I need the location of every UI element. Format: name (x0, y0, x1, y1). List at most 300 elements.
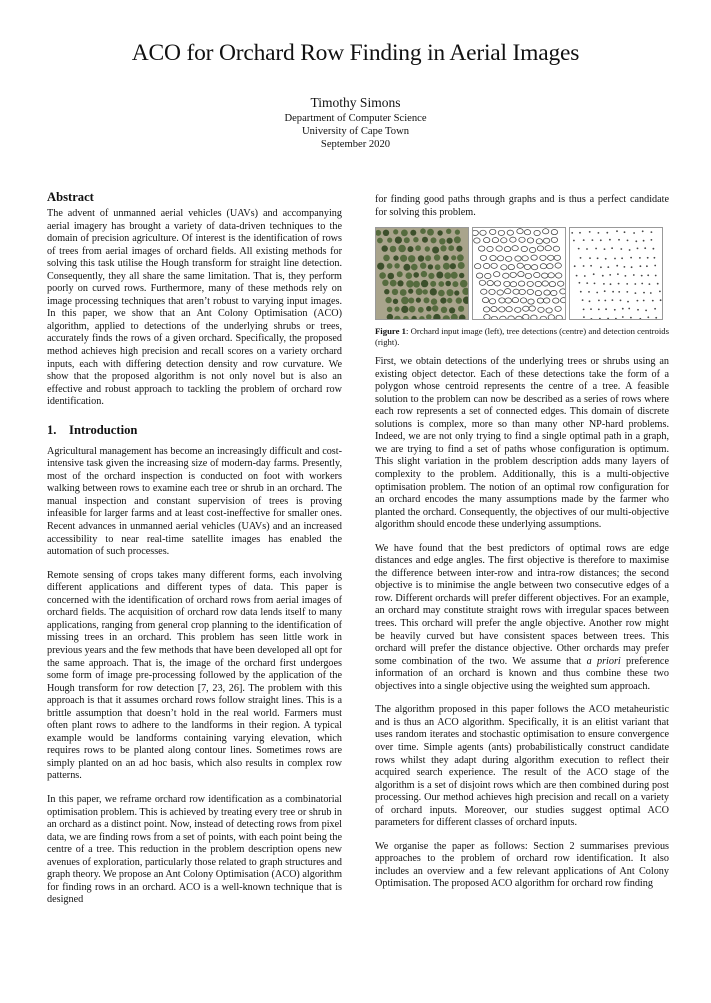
affiliation-date: September 2020 (320, 139, 391, 150)
tree-canopy (383, 255, 390, 262)
tree-centroid (610, 283, 612, 285)
tree-detection-polygon (545, 246, 551, 251)
tree-canopy (451, 272, 458, 279)
tree-canopy (432, 305, 438, 311)
tree-canopy (411, 264, 418, 271)
tree-canopy (387, 238, 392, 243)
tree-centroid (647, 316, 649, 318)
tree-canopy (437, 230, 442, 235)
tree-detection-polygon (546, 308, 552, 313)
tree-canopy (413, 281, 420, 288)
tree-centroid (618, 283, 620, 285)
tree-centroid (622, 316, 624, 318)
tree-centroid (646, 265, 648, 267)
tree-detection-polygon (497, 256, 503, 261)
tree-centroid (628, 308, 630, 310)
tree-detection-polygon (529, 306, 535, 311)
tree-centroid (657, 283, 659, 285)
detection-centroids-image (569, 227, 663, 320)
tree-canopy (385, 297, 391, 303)
tree-canopy (388, 273, 395, 280)
tree-canopy (418, 307, 424, 313)
tree-centroid (643, 240, 645, 242)
tree-centroid (588, 291, 590, 293)
tree-centroid (625, 275, 627, 277)
tree-centroid (605, 258, 607, 260)
tree-detection-polygon (505, 289, 511, 294)
tree-canopy (448, 245, 454, 251)
tree-detection-polygon (485, 273, 491, 278)
tree-centroid (631, 266, 633, 268)
tree-detection-polygon (542, 281, 548, 286)
tree-canopy (439, 238, 445, 244)
tree-detection-outlines (473, 228, 566, 320)
tree-canopy (427, 229, 434, 236)
tree-canopy (457, 254, 464, 261)
tree-centroid (640, 265, 642, 267)
tree-centroid (647, 257, 649, 259)
tree-canopy (392, 289, 398, 295)
intro-continued-paragraph: for finding good paths through graphs and is thus a perfect candidate for solving this problem. (375, 194, 669, 218)
tree-centroid (597, 257, 599, 259)
tree-detection-polygon (512, 298, 518, 303)
tree-centroid (635, 240, 637, 242)
tree-centroid (594, 283, 596, 285)
tree-detection-polygon (480, 230, 486, 235)
tree-centroid (586, 248, 588, 250)
tree-canopy (387, 263, 393, 269)
tree-detection-polygon (506, 256, 512, 261)
tree-canopy (432, 247, 439, 254)
tree-detection-polygon (537, 246, 543, 251)
tree-detection-polygon (551, 230, 557, 235)
tree-canopy (408, 289, 413, 294)
tree-canopy (420, 228, 426, 234)
tree-canopy (459, 273, 464, 278)
tree-canopy (413, 237, 418, 242)
tree-centroid (600, 239, 602, 241)
right-column (375, 194, 669, 891)
tree-canopy (425, 255, 431, 261)
tree-canopy (455, 230, 460, 235)
tree-detections-image (472, 227, 566, 320)
tree-canopy (382, 245, 388, 251)
tree-centroid (654, 308, 656, 310)
tree-detection-polygon (560, 289, 566, 294)
tree-detection-polygon (494, 272, 500, 277)
tree-centroid (626, 291, 628, 293)
tree-detection-polygon (548, 273, 554, 278)
tree-detection-polygon (510, 272, 516, 277)
tree-canopy (400, 289, 407, 296)
tree-canopy (456, 246, 462, 252)
tree-centroid (617, 273, 619, 275)
tree-detection-polygon (548, 255, 554, 260)
tree-centroid (634, 283, 636, 285)
tree-canopy (384, 289, 389, 294)
tree-canopy (400, 255, 407, 262)
tree-centroid (612, 291, 614, 293)
tree-centroid (583, 265, 585, 267)
tree-detection-polygon (506, 307, 512, 312)
tree-detection-polygon (519, 237, 525, 242)
tree-canopy (426, 314, 432, 320)
author-name: Timothy Simons (310, 95, 401, 110)
tree-centroid (600, 266, 602, 268)
tree-centroid (659, 291, 661, 293)
intro-paragraph-1: Agricultural management has become an increasingly difficult and cost-intensive task given the increasing size of modern-day farms. Presently, most of the orchard inspection is conducted on foot with workers walking between rows to examine each tree or shrub in an orchard. The manual inspection and constant supervision of trees is proving infeasible for larger farms and at least cost-ineffective for smaller ones. Recent advances in unmanned aerial vehicles (UAVs) and an increased accessibility to near real-time satellite images has enabled the automation of such processes. (47, 445, 342, 558)
tree-detection-polygon (501, 265, 507, 270)
tree-centroid (627, 301, 629, 303)
abstract-text: The advent of unmanned aerial vehicles (UAVs) and accompanying aerial imagery has brought a variety of data-driven techniques to the domain of precision agriculture. Of interest is the identification of rows of trees from aerial images of orchard fields. All existing methods for solving this task utilise the Hough transform for straight line detection. Consequently, they all share the same limitation. That is, they perform poorly on curved rows. Furthermore, many of these methods rely on image processing techniques that aren’t robust to varying input images. In this paper, we show that an Ant Colony Optimisation (ACO) algorithm, applied to detections of the underlying shrubs or trees, accurately finds the rows of a given orchard. Specifically, the proposed method achieves high precision and recall scores on a variety orchard inputs, each with differing detection density and row curvature. We show that the proposed algorithm is not only novel but is also an effective and robust approach to tackling the problem of orchard row identification. (47, 208, 342, 408)
tree-centroid (604, 300, 606, 302)
tree-detection-polygon (527, 281, 533, 286)
tree-detection-polygon (523, 306, 529, 311)
tree-centroid (584, 275, 586, 277)
tree-detection-polygon (515, 307, 521, 312)
figure-1-label: Figure 1 (375, 326, 406, 337)
tree-canopy (379, 272, 386, 279)
tree-centroid (612, 299, 614, 301)
tree-detection-polygon (505, 298, 511, 303)
tree-detection-polygon (560, 298, 566, 303)
tree-detection-polygon (554, 255, 560, 260)
tree-centroid (649, 283, 651, 285)
tree-centroid (621, 257, 623, 259)
tree-canopy (418, 255, 424, 261)
tree-detection-polygon (474, 238, 480, 243)
tree-detection-polygon (529, 247, 535, 252)
tree-centroid (641, 283, 643, 285)
tree-centroid (589, 231, 591, 233)
tree-centroid (620, 248, 622, 250)
tree-detection-polygon (491, 307, 497, 312)
detection-centroid-dots (570, 228, 663, 320)
tree-canopy (394, 263, 399, 268)
tree-centroid (580, 291, 582, 293)
tree-canopy (428, 273, 434, 279)
tree-detection-polygon (524, 230, 530, 235)
tree-detection-polygon (510, 282, 516, 287)
tree-detection-polygon (518, 281, 524, 286)
tree-detection-polygon (555, 263, 561, 268)
intro-paragraph-2: Remote sensing of crops takes many different forms, each involving different applications and different types of data. This paper is concerned with the identification of orchard rows from aerial images of orchard fields. The acquisition of orchard row data lends itself to many applications, ranging from general crop planning to the identification of missing trees in an orchard. This problem has seen little work in previous years and the few methods that have been developed all opt for the same approach. That is, the image of the orchard first undergoes some form of image pre-processing followed by the application of the Hough transform for row detection [7, 23, 26]. The problem with this approach is that it assumes orchard rows follow straight lines. This is a brittle assumption that doesn’t hold in the real world. Farmers must often plant rows to adhere to the landforms in their region. A typical example would be landforms containing varying elevation, which requires rows to be planted along contour lines. Sometimes rows are simply planted on an ad hoc basis, which also results in complex row patterns. (47, 569, 342, 782)
tree-canopy (408, 246, 414, 252)
tree-canopy (401, 306, 408, 313)
tree-detection-polygon (482, 298, 488, 303)
tree-detection-polygon (518, 272, 524, 277)
orchard-input-image (375, 227, 469, 320)
a-priori-emphasis: a priori (586, 655, 621, 667)
tree-centroid (576, 275, 578, 277)
tree-detection-polygon (497, 290, 503, 295)
tree-detection-polygon (535, 281, 541, 286)
tree-centroid (598, 300, 600, 302)
tree-centroid (660, 299, 662, 301)
abstract-heading: Abstract (47, 190, 94, 204)
tree-detection-polygon (499, 298, 505, 303)
tree-canopy (426, 306, 431, 311)
tree-detection-polygon (489, 289, 495, 294)
tree-centroid (620, 300, 622, 302)
tree-centroid (627, 240, 629, 242)
tree-centroid (652, 300, 654, 302)
tree-canopy (438, 290, 445, 297)
tree-canopy (377, 238, 383, 244)
tree-detection-polygon (496, 246, 502, 251)
tree-detection-polygon (500, 316, 506, 320)
tree-detection-polygon (527, 238, 533, 243)
tree-centroid (624, 266, 626, 268)
tree-detection-polygon (537, 298, 543, 303)
paragraph-detections: First, we obtain detections of the underlying trees or shrubs using an existing object detector. Each of these detections take the form of a polygon whose centroid represents the centre of a tree. A feasible solution to the problem can now be described as a series of rows where each row represents a set of connected edges. This domain of discrete solutions is complex, more so than many other NP-hard problems. Indeed, we are not only trying to find a single optimal path in a graph, we are trying to find a set of paths whose configuration is optimum. This slight variation in the problem description adds many layers of complexity to the problem. Additionally, this is a multi-objective optimisation problem. The notion of an optimal row configuration for an orchard encodes the many assumptions made by the farmer who planted the orchard. Consequently, the objectives of our multi-objective algorithm should encode these underlying assumptions. (375, 356, 669, 531)
tree-canopy (450, 263, 456, 269)
tree-canopy (431, 237, 437, 243)
tree-detection-polygon (519, 289, 525, 294)
tree-detection-polygon (517, 229, 523, 234)
tree-detection-polygon (504, 247, 510, 252)
tree-canopy (447, 289, 454, 296)
tree-canopy (443, 263, 450, 270)
tree-detection-polygon (508, 316, 514, 320)
tree-detection-polygon (531, 265, 537, 270)
tree-centroid (637, 309, 639, 311)
tree-detection-polygon (479, 246, 485, 251)
tree-canopy (421, 271, 427, 277)
tree-detection-polygon (507, 230, 513, 235)
tree-canopy (377, 263, 384, 270)
tree-centroid (605, 308, 607, 310)
tree-canopy (430, 281, 436, 287)
tree-canopy (410, 230, 416, 236)
tree-detection-polygon (551, 290, 557, 295)
tree-centroid (609, 274, 611, 276)
tree-centroid (647, 274, 649, 276)
tree-centroid (639, 318, 641, 320)
tree-canopy (425, 246, 430, 251)
tree-canopy (404, 237, 410, 243)
tree-detection-polygon (542, 273, 548, 278)
tree-detection-polygon (524, 264, 530, 269)
tree-detection-polygon (547, 264, 553, 269)
tree-detection-polygon (504, 281, 510, 286)
tree-detection-polygon (549, 282, 555, 287)
tree-centroid (591, 318, 593, 320)
tree-centroid (651, 231, 653, 233)
tree-detection-polygon (538, 307, 544, 312)
tree-centroid (611, 247, 613, 249)
orchard-aerial-photo (376, 228, 469, 320)
tree-detection-polygon (531, 315, 537, 320)
tree-centroid (579, 282, 581, 284)
tree-canopy (390, 246, 397, 253)
paragraph-organisation: We organise the paper as follows: Section 2 summarises previous approaches to the problem of orchard row identification. It also includes an overview and a few relevant applications of Ant Colony Optimisation. The proposed ACO algorithm for orchard row finding (375, 840, 669, 890)
tree-centroid (604, 248, 606, 250)
tree-centroid (590, 308, 592, 310)
tree-detection-polygon (512, 246, 518, 251)
tree-detection-polygon (480, 255, 486, 260)
tree-detection-polygon (503, 273, 509, 278)
tree-centroid (633, 232, 635, 234)
tree-centroid (590, 265, 592, 267)
tree-centroid (583, 309, 585, 311)
tree-canopy (401, 297, 409, 305)
tree-detection-polygon (490, 229, 496, 234)
tree-detection-polygon (543, 229, 549, 234)
tree-detection-polygon (540, 316, 546, 320)
tree-detection-polygon (513, 289, 519, 294)
tree-centroid (604, 290, 606, 292)
tree-centroid (583, 239, 585, 241)
tree-centroid (630, 317, 632, 319)
tree-canopy (393, 229, 398, 234)
tree-detection-polygon (491, 316, 497, 320)
tree-canopy (443, 255, 449, 261)
tree-canopy (460, 280, 468, 288)
tree-centroid (607, 266, 609, 268)
tree-centroid (643, 292, 645, 294)
tree-centroid (651, 239, 653, 241)
tree-centroid (589, 300, 591, 302)
tree-canopy (447, 298, 452, 303)
tree-canopy (409, 306, 416, 313)
tree-canopy (390, 280, 397, 287)
tree-centroid (571, 232, 573, 234)
tree-detection-polygon (525, 273, 531, 278)
tree-canopy (408, 255, 415, 262)
tree-centroid (593, 273, 595, 275)
tree-centroid (643, 300, 645, 302)
tree-centroid (583, 316, 585, 318)
tree-canopy (454, 236, 461, 243)
tree-centroid (606, 232, 608, 234)
tree-canopy (422, 237, 428, 243)
tree-canopy (431, 298, 437, 304)
tree-centroid (641, 275, 643, 277)
tree-detection-polygon (490, 256, 496, 261)
tree-canopy (398, 245, 406, 253)
tree-detection-polygon (491, 263, 497, 268)
intro-paragraph-3: In this paper, we reframe orchard row identification as a combinatorial optimisation problem. This is achieved by treating every tree or shrub in an orchard as a distinct point. Now, instead of detecting rows from pixel data, we are finding rows from a set of points, with each point being the centre of a tree. This reduction in the problem description opens new avenues of exploration, particularly those related to graph structures and graph theory. We propose an Ant Colony Optimisation (ACO) algorithm for finding rows in an orchard. ACO is a well-known technique that is designed (47, 793, 342, 906)
tree-detection-polygon (487, 246, 493, 251)
tree-detection-polygon (516, 316, 522, 320)
tree-detection-polygon (501, 238, 507, 243)
tree-canopy (449, 307, 455, 313)
tree-centroid (602, 275, 604, 277)
paper-title: ACO for Orchard Row Finding in Aerial Images (131, 40, 580, 66)
tree-canopy (444, 272, 451, 279)
tree-canopy (393, 299, 398, 304)
tree-detection-polygon (517, 263, 523, 268)
tree-centroid (595, 248, 597, 250)
tree-canopy (445, 281, 451, 287)
tree-canopy (451, 255, 456, 260)
left-column (47, 190, 342, 907)
tree-detection-polygon (515, 256, 521, 261)
tree-canopy (454, 290, 459, 295)
tree-detection-polygon (487, 281, 493, 286)
tree-centroid (629, 249, 631, 251)
tree-detection-polygon (473, 230, 478, 235)
tree-centroid (574, 265, 576, 267)
tree-canopy (394, 307, 399, 312)
tree-canopy (423, 289, 428, 294)
tree-canopy (387, 314, 393, 320)
tree-canopy (416, 288, 423, 295)
tree-centroid (616, 265, 618, 267)
tree-canopy (393, 255, 398, 260)
tree-detection-polygon (540, 255, 546, 260)
tree-detection-polygon (494, 281, 500, 286)
tree-centroid (609, 239, 611, 241)
tree-canopy (395, 237, 402, 244)
tree-centroid (644, 247, 646, 249)
tree-centroid (596, 292, 598, 294)
tree-canopy (403, 264, 410, 271)
tree-canopy (401, 230, 408, 237)
tree-detection-polygon (527, 289, 533, 294)
tree-centroid (618, 239, 620, 241)
tree-canopy (387, 307, 393, 313)
tree-canopy (406, 272, 413, 279)
tree-detection-polygon (523, 314, 529, 319)
tree-centroid (650, 292, 652, 294)
tree-centroid (607, 318, 609, 320)
tree-detection-polygon (489, 299, 495, 304)
tree-canopy (440, 245, 446, 251)
tree-canopy (458, 306, 464, 312)
tree-detection-polygon (556, 273, 562, 278)
tree-canopy (397, 280, 403, 286)
tree-canopy (435, 264, 441, 270)
tree-centroid (579, 232, 581, 234)
tree-centroid (603, 283, 605, 285)
tree-centroid (592, 239, 594, 241)
tree-centroid (624, 231, 626, 233)
tree-centroid (639, 257, 641, 259)
tree-centroid (635, 292, 637, 294)
tree-detection-polygon (484, 315, 490, 320)
tree-canopy (382, 280, 388, 286)
tree-canopy (416, 298, 421, 303)
tree-centroid (642, 230, 644, 232)
tree-detection-polygon (540, 264, 546, 269)
tree-detection-polygon (520, 298, 526, 303)
tree-detection-polygon (528, 299, 534, 304)
tree-detection-polygon (534, 272, 540, 277)
tree-detection-polygon (476, 273, 482, 278)
tree-centroid (580, 257, 582, 259)
tree-centroid (655, 317, 657, 319)
tree-canopy (456, 297, 462, 303)
tree-centroid (589, 257, 591, 259)
tree-centroid (573, 240, 575, 242)
tree-centroid (578, 248, 580, 250)
tree-canopy (434, 254, 440, 260)
tree-centroid (586, 282, 588, 284)
affiliation-department: Department of Computer Science (284, 113, 427, 124)
affiliation-university: University of Cape Town (301, 126, 410, 137)
tree-canopy (458, 262, 465, 269)
tree-detection-polygon (508, 265, 514, 270)
tree-centroid (637, 248, 639, 250)
tree-centroid (616, 230, 618, 232)
tree-canopy (436, 272, 443, 279)
tree-detection-polygon (553, 246, 559, 251)
tree-detection-polygon (553, 298, 559, 303)
tree-canopy (440, 298, 446, 304)
tree-canopy (383, 230, 389, 236)
